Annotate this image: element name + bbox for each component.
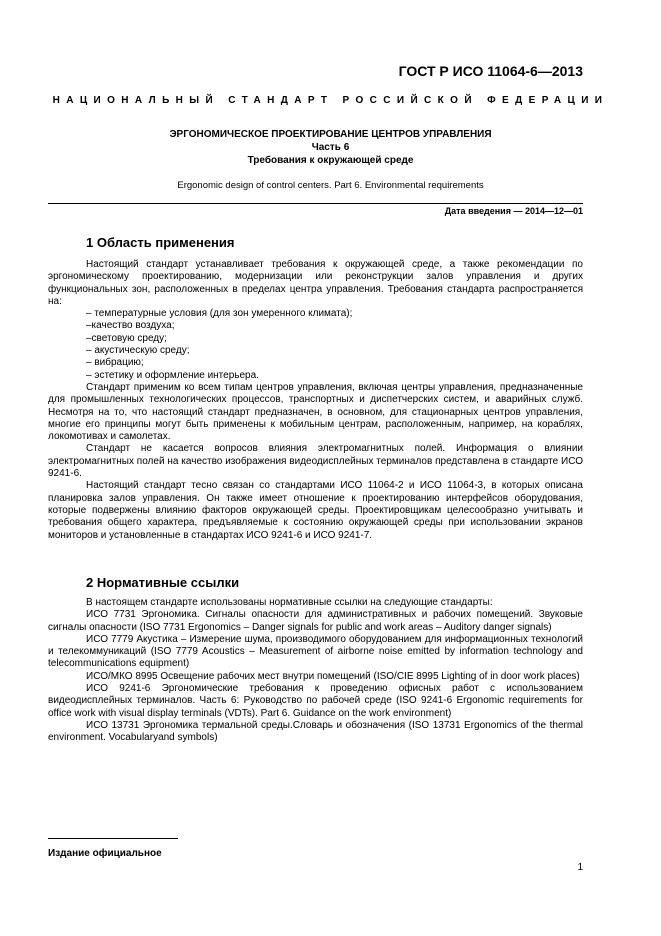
top-divider [48, 203, 583, 204]
paragraph: Настоящий стандарт тесно связан со стандартами ИСО 11064-2 и ИСО 11064-3, в которых описана планировка залов управления. Он также имеет отношение к проектированию интерфейсов оборудования, которые подвержены влиянию факторов окружающей среды. Проектировщикам целесообразно учитывать и требования общего характера, предъявляемые к состоянию окружающей среды при использовании экранов мониторов и установленные в стандартах ИСО 9241-6 и ИСО 9241-7. [48, 480, 583, 541]
list-item: – температурные условия (для зон умеренного климата); [86, 308, 353, 320]
official-edition-label: Издание официальное [48, 848, 162, 859]
reference-entry: ИСО 7731 Эргономика. Сигналы опасности для административных и рабочих помещений. Звуковые сигналы опасности (ISO 7731 Ergonomics – Danger signals for public and work areas – Auditory danger signals) [48, 609, 583, 633]
paragraph: В настоящем стандарте использованы нормативные ссылки на следующие стандарты: [86, 597, 493, 608]
list-item: – эстетику и оформление интерьера. [86, 369, 259, 381]
english-title: Ergonomic design of control centers. Part 6. Environmental requirements [177, 180, 484, 191]
title-line-1: ЭРГОНОМИЧЕСКОЕ ПРОЕКТИРОВАНИЕ ЦЕНТРОВ УПРАВЛЕНИЯ [169, 129, 492, 140]
paragraph: Стандарт применим ко всем типам центров управления, включая центры управления, предназначенные для промышленных технологических процессов, транспортных и диспетчерских систем, и аварийных служб. Несмотря на то, что настоящий стандарт предназначен, в основном, для стационарных центров управления, многие его принципы могут быть применены к мобильным центрам, расположенным, например, на кораблях, локомотивах и самолетах. [48, 381, 583, 443]
reference-entry: ИСО 13731 Эргономика термальной среды.Словарь и обозначения (ISO 13731 Ergonomics of the thermal environment. Vocabularyand symbols) [48, 719, 583, 744]
section-1-heading: 1 Область применения [86, 235, 235, 250]
document-code: ГОСТ Р ИСО 11064-6—2013 [398, 63, 583, 79]
list-item: – акустическую среду; [86, 345, 190, 357]
page-number: 1 [577, 862, 583, 873]
reference-entry: ИСО 7779 Акустика – Измерение шума, производимого оборудованием для информационных технологий и телекоммуникаций (ISO 7779 Acoustics – Measurement of airborne noise emitted by information technology and telecommunications equipment) [48, 633, 583, 670]
national-standard-banner: НАЦИОНАЛЬНЫЙ СТАНДАРТ РОССИЙСКОЙ ФЕДЕРАЦИИ [52, 95, 609, 106]
introduction-date: Дата введения — 2014—12—01 [444, 206, 583, 216]
title-line-3: Требования к окружающей среде [247, 155, 414, 166]
section-2-body [48, 597, 583, 745]
reference-entry: ИСО/МКО 8995 Освещение рабочих мест внутри помещений (ISO/CIE 8995 Lighting of in door work places) [86, 670, 580, 682]
section-1-body [48, 259, 583, 542]
section-2-heading: 2 Нормативные ссылки [86, 575, 240, 590]
reference-entry: ИСО 9241-6 Эргономические требования к проведению офисных работ с использованием видеодисплейных терминалов. Часть 6: Руководство по рабочей среде (ISO 9241-6 Ergonomic requirements for office work with visual display terminals (VDTs). Part 6. Guidance on the work environment) [48, 683, 583, 719]
footer-divider [48, 838, 178, 839]
paragraph: Настоящий стандарт устанавливает требования к окружающей среде, а также рекомендации по эргономическому проектированию, модернизации или реконструкции залов управления и других функциональных зон, расположенных в пределах центра управления. Требования стандарта распространяется на: [48, 259, 583, 307]
list-item: –качество воздуха; [86, 320, 175, 332]
list-item: –световую среду; [86, 332, 167, 344]
list-item: – вибрацию; [86, 357, 144, 369]
paragraph: Стандарт не касается вопросов влияния электромагнитных полей. Информация о влиянии электромагнитных полей на качество изображения видеодисплейных терминалов представлена в стандарте ИСО 9241-6. [48, 443, 583, 480]
document-title [0, 128, 661, 167]
title-line-2: Часть 6 [311, 142, 350, 153]
